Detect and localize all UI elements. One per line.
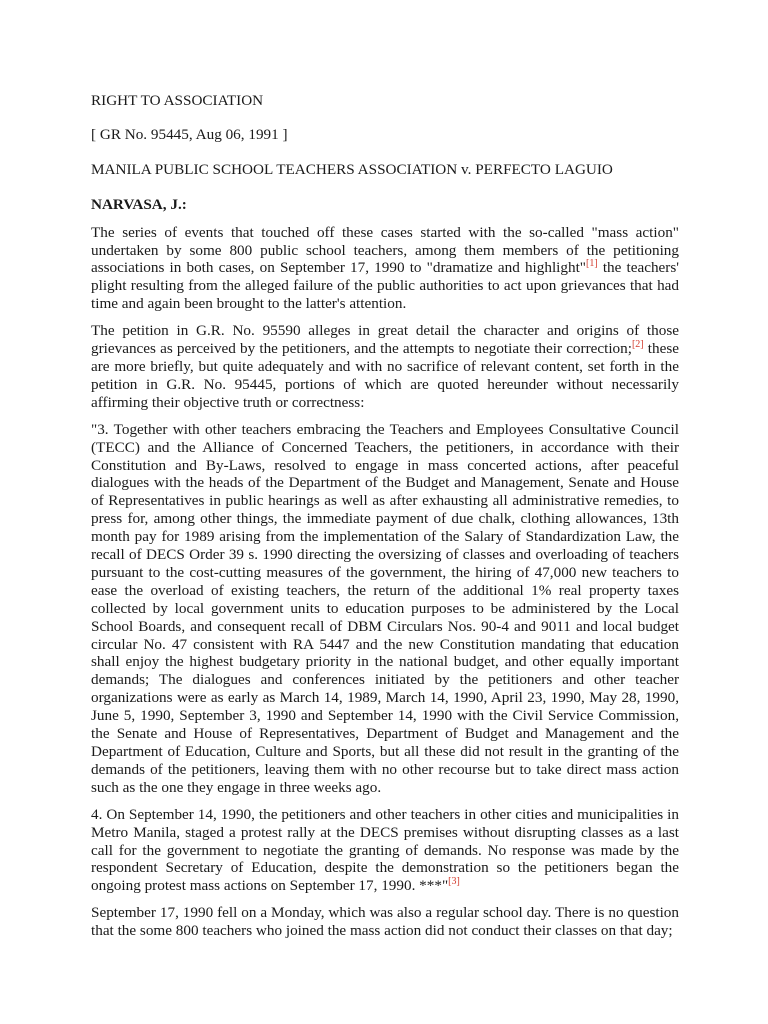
case-reference: [ GR No. 95445, Aug 06, 1991 ] bbox=[91, 125, 288, 143]
paragraph-3-quote: "3. Together with other teachers embracing the Teachers and Employees Consultative Council (TECC) and the Alliance of Concerned Teachers, the petitioners, in accordance with their Constitution and By-Laws, resolved to engage in mass concerted actions, after peaceful dialogues with the heads of the Department of the Budget and Management, Senate and House of Representatives in public hearings as well as after exhausting all administrative remedies, to press for, among other things, the immediate payment of due chalk, clothing allowances, 13th month pay for 1989 arising from the implementation of the Salary of Standardization Law, the recall of DECS Order 39 s. 1990 directing the oversizing of classes and overloading of teachers pursuant to the cost-cutting measures of the government, the hiring of 47,000 new teachers to ease the overload of existing teachers, the return of the additional 1% real property taxes collected by local government units to education purposes to be administered by the Local School Boards, and consequent recall of DBM Circulars Nos. 90-4 and 9011 and local budget circular No. 47 consistent with RA 5447 and the new Constitution mandating that education shall enjoy the highest budgetary priority in the national budget, and other equally important demands; The dialogues and conferences initiated by the petitioners and other teacher organizations were as early as March 14, 1989, March 14, 1990, April 23, 1990, May 28, 1990, June 5, 1990, September 3, 1990 and September 14, 1990 with the Civil Service Commission, the Senate and House of Representatives, Department of Budget and Management and the Department of Education, Culture and Sports, but all these did not result in the granting of the demands of the petitioners, leaving them with no other recourse but to take direct mass action such as the one they engage in three weeks ago. bbox=[91, 420, 679, 796]
document-page bbox=[91, 92, 679, 949]
footnote-link-1[interactable]: [1] bbox=[586, 258, 598, 270]
paragraph-5: September 17, 1990 fell on a Monday, which was also a regular school day. There is no question that the some 800 teachers who joined the mass action did not conduct their classes on that day; bbox=[91, 904, 679, 940]
ponente: NARVASA, J.: bbox=[91, 195, 187, 213]
paragraph-2-text-a: The petition in G.R. No. 95590 alleges in great detail the character and origins of those grievances as perceived by the petitioners, and the attempts to negotiate their correction; bbox=[91, 322, 679, 358]
footnote-link-3[interactable]: [3] bbox=[448, 876, 460, 888]
paragraph-1 bbox=[91, 224, 679, 314]
paragraph-4-quote bbox=[91, 806, 679, 896]
case-parties: MANILA PUBLIC SCHOOL TEACHERS ASSOCIATION v. PERFECTO LAGUIO bbox=[91, 160, 613, 178]
paragraph-4-text: 4. On September 14, 1990, the petitioners and other teachers in other cities and municipalities in Metro Manila, staged a protest rally at the DECS premises without disrupting classes as a last call for the government to negotiate the granting of demands. No response was made by the respondent Secretary of Education, despite the demonstration so the petitioners began the ongoing protest mass actions on September 17, 1990. ***" bbox=[91, 805, 679, 895]
paragraph-1-text-b: the teachers' plight resulting from the alleged failure of the public authorities to act upon grievances that had time and again been brought to the latter's attention. bbox=[91, 259, 679, 313]
footnote-link-2[interactable]: [2] bbox=[631, 339, 644, 350]
paragraph-1-text-a: The series of events that touched off these cases started with the so-called "mass action" undertaken by some 800 public school teachers, among them members of the petitioning associations in both cases, on September 17, 1990 to "dramatize and highlight" bbox=[91, 223, 679, 277]
paragraph-2-text-b: these are more briefly, but quite adequately and with no sacrifice of relevant content, set forth in the petition in G.R. No. 95445, portions of which are quoted hereunder without necessarily affirming their objective truth or correctness: bbox=[91, 340, 679, 411]
paragraph-2 bbox=[91, 322, 679, 412]
document-title: RIGHT TO ASSOCIATION bbox=[91, 92, 264, 109]
